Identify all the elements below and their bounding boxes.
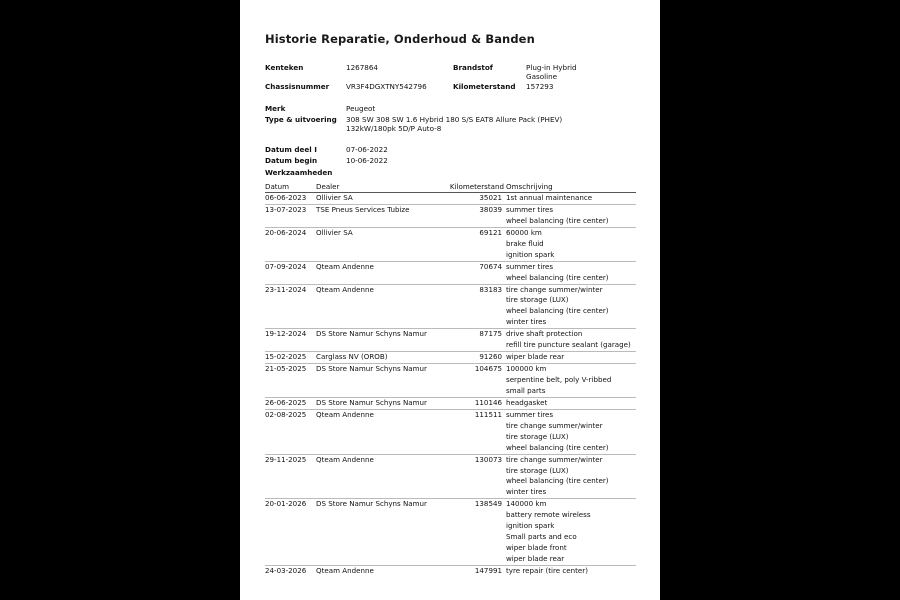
- description-line: tire storage (LUX): [506, 431, 569, 441]
- datum-deel-value: 07-06-2022: [346, 145, 388, 154]
- chassis-label: Chassisnummer: [265, 82, 330, 91]
- description-line: serpentine belt, poly V-ribbed: [506, 375, 612, 384]
- merk-value: Peugeot: [346, 104, 376, 113]
- description-line: wiper blade front: [506, 543, 567, 553]
- page-title: Historie Reparatie, Onderhoud & Banden: [265, 32, 535, 46]
- brandstof-value-1: Plug-in Hybrid: [526, 63, 577, 72]
- row-date: 13-07-2023: [265, 204, 307, 214]
- row-dealer: Qteam Andenne: [316, 284, 374, 294]
- row-dealer: DS Store Namur Schyns Namur: [316, 499, 427, 509]
- vehicle-info: [265, 63, 636, 183]
- brandstof-label: Brandstof: [453, 63, 493, 72]
- row-date: 29-11-2025: [265, 454, 307, 464]
- description-line: wheel balancing (tire center): [506, 306, 609, 316]
- description-line: small parts: [506, 385, 546, 395]
- col-header-dealer: Dealer: [316, 182, 340, 191]
- row-dealer: DS Store Namur Schyns Namur: [316, 397, 427, 407]
- description-line: tyre repair (tire center): [506, 565, 588, 575]
- row-km: 70674: [479, 261, 502, 271]
- description-line: 1st annual maintenance: [506, 193, 593, 202]
- description-line: drive shaft protection: [506, 329, 583, 339]
- description-line: wiper blade rear: [506, 352, 565, 362]
- row-km: 35021: [479, 193, 502, 202]
- werkzaamheden-heading: Werkzaamheden: [265, 168, 333, 177]
- description-line: 140000 km: [506, 499, 547, 509]
- description-line: tire storage (LUX): [506, 295, 569, 305]
- description-line: summer tires: [506, 409, 554, 419]
- row-date: 07-09-2024: [265, 261, 307, 271]
- description-line: 100000 km: [506, 364, 547, 374]
- merk-label: Merk: [265, 104, 286, 113]
- row-date: 21-05-2025: [265, 364, 307, 374]
- row-km: 138549: [474, 499, 502, 509]
- description-line: Small parts and eco: [506, 532, 577, 542]
- description-line: summer tires: [506, 261, 554, 271]
- description-line: 60000 km: [506, 227, 542, 237]
- row-date: 02-08-2025: [265, 409, 307, 419]
- row-dealer: DS Store Namur Schyns Namur: [316, 364, 427, 374]
- datum-begin-label: Datum begin: [265, 156, 318, 165]
- row-dealer: DS Store Namur Schyns Namur: [316, 329, 427, 339]
- col-header-desc: Omschrijving: [506, 182, 553, 191]
- description-line: wheel balancing (tire center): [506, 442, 609, 452]
- type-label: Type & uitvoering: [265, 115, 337, 124]
- type-value-1: 308 SW 308 SW 1.6 Hybrid 180 S/S EAT8 Allure Pack (PHEV): [346, 115, 563, 124]
- row-date: 23-11-2024: [265, 284, 307, 294]
- row-km: 87175: [479, 329, 502, 339]
- row-km: 69121: [479, 227, 502, 237]
- row-km: 111511: [474, 409, 502, 419]
- description-line: ignition spark: [506, 521, 555, 531]
- col-header-km: Kilometerstand: [449, 182, 504, 191]
- datum-begin-value: 10-06-2022: [346, 156, 388, 165]
- kenteken-label: Kenteken: [265, 63, 304, 72]
- description-line: battery remote wireless: [506, 510, 591, 520]
- row-dealer: Ollivier SA: [316, 193, 353, 202]
- description-line: summer tires: [506, 204, 554, 214]
- description-line: brake fluid: [506, 238, 544, 248]
- row-km: 147991: [474, 565, 502, 575]
- row-km: 83183: [479, 284, 502, 294]
- datum-deel-label: Datum deel I: [265, 145, 317, 154]
- row-dealer: Ollivier SA: [316, 227, 353, 237]
- description-line: wheel balancing (tire center): [506, 272, 609, 282]
- row-km: 38039: [479, 204, 502, 214]
- row-dealer: Qteam Andenne: [316, 454, 374, 464]
- brandstof-value-2: Gasoline: [526, 72, 558, 81]
- row-dealer: Qteam Andenne: [316, 565, 374, 575]
- row-dealer: TSE Pneus Services Tubize: [316, 204, 410, 214]
- document-page: [240, 0, 660, 600]
- row-km: 104675: [474, 364, 502, 374]
- kmstand-value: 157293: [526, 82, 554, 91]
- type-value-2: 132kW/180pk 5D/P Auto-8: [346, 124, 442, 133]
- kmstand-label: Kilometerstand: [453, 82, 516, 91]
- row-date: 20-06-2024: [265, 227, 307, 237]
- description-line: winter tires: [506, 317, 547, 327]
- description-line: wiper blade rear: [506, 554, 565, 563]
- chassis-value: VR3F4DGXTNY542796: [346, 82, 427, 91]
- description-line: headgasket: [506, 397, 548, 407]
- description-line: tire change summer/winter: [506, 284, 603, 294]
- row-dealer: Qteam Andenne: [316, 261, 374, 271]
- row-date: 06-06-2023: [265, 193, 307, 202]
- col-header-date: Datum: [265, 182, 289, 191]
- description-line: tire change summer/winter: [506, 454, 603, 464]
- row-date: 20-01-2026: [265, 499, 307, 509]
- row-dealer: Qteam Andenne: [316, 409, 374, 419]
- row-date: 26-06-2025: [265, 397, 307, 407]
- description-line: refill tire puncture sealant (garage): [506, 340, 631, 350]
- description-line: winter tires: [506, 487, 547, 497]
- row-dealer: Carglass NV (OROB): [316, 352, 388, 362]
- row-date: 19-12-2024: [265, 329, 307, 339]
- description-line: wheel balancing (tire center): [506, 476, 609, 486]
- row-date: 24-03-2026: [265, 565, 307, 575]
- row-km: 130073: [474, 454, 502, 464]
- kenteken-value: 1267864: [346, 63, 379, 72]
- row-km: 110146: [474, 397, 502, 407]
- row-km: 91260: [479, 352, 502, 362]
- description-line: tire storage (LUX): [506, 465, 569, 475]
- description-line: tire change summer/winter: [506, 420, 603, 430]
- description-line: ignition spark: [506, 249, 555, 259]
- row-date: 15-02-2025: [265, 352, 307, 362]
- description-line: wheel balancing (tire center): [506, 215, 609, 225]
